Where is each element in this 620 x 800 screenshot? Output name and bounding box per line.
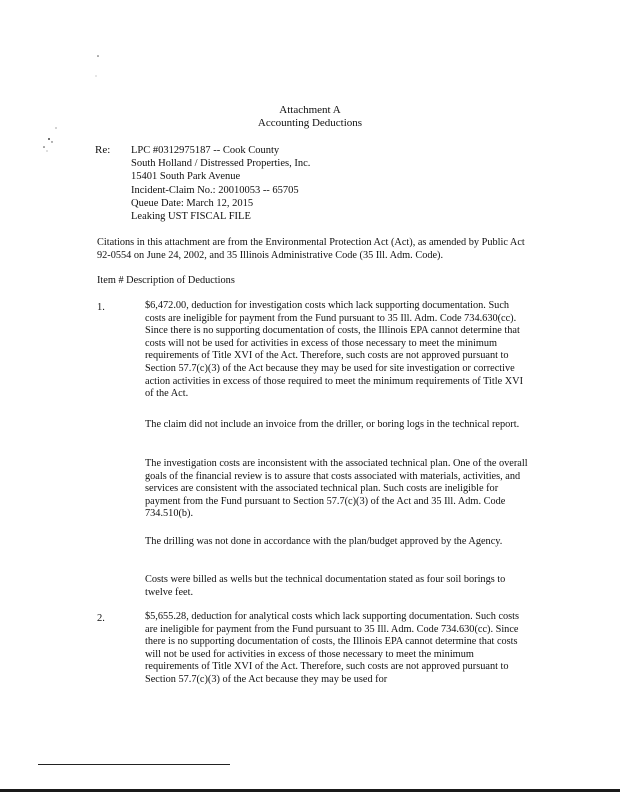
re-address: 15401 South Park Avenue: [131, 171, 241, 183]
item-header: Item # Description of Deductions: [97, 275, 235, 286]
item-1-paragraph: The claim did not include an invoice from the driller, or boring logs in the technical report.: [145, 419, 520, 430]
scan-bottom-edge: [0, 789, 620, 792]
item-number: 2.: [97, 613, 105, 624]
re-company: South Holland / Distressed Properties, Inc.: [131, 158, 311, 170]
re-file-type: Leaking UST FISCAL FILE: [131, 211, 251, 223]
footnote-rule: [38, 764, 230, 765]
re-incident-claim: Incident-Claim No.: 20010053 -- 65705: [131, 184, 299, 196]
document-title: [0, 104, 620, 130]
item-1-paragraph: Costs were billed as wells but the technical documentation stated as four soil borings to twelve feet.: [145, 574, 506, 598]
re-label: Re:: [95, 144, 111, 156]
re-details: [131, 144, 551, 223]
item-2-paragraph: $5,655.28, deduction for analytical costs which lack supporting documentation. Such costs are ineligible for payment from the Fund pursuant to 35 Ill. Adm. Code 734.630(cc). Since there is no supporting documentation of costs, the Illinois EPA cannot determine that costs will not be used for activities in excess of those necessary to meet the minimum requirements of Title XVI of the Act. Therefore, such costs are not approved pursuant to Section 57.7(c)(3) of the Act because they may be used for: [145, 611, 520, 685]
item-1-paragraph: The drilling was not done in accordance with the plan/budget approved by the Agency.: [145, 536, 503, 547]
item-number: 1.: [97, 302, 105, 313]
re-queue-date: Queue Date: March 12, 2015: [131, 197, 254, 209]
title-line-2: Accounting Deductions: [257, 117, 363, 129]
re-claim-number: LPC #0312975187 -- Cook County: [131, 145, 280, 156]
item-1-paragraph: $6,472.00, deduction for investigation costs which lack supporting documentation. Such costs are ineligible for payment from the Fund pursuant to 35 Ill. Adm. Code 734.630(cc). Since there is no supporting documentation of costs, the Illinois EPA cannot determine that costs will not be used for activities in excess of those necessary to meet the minimum requirements of Title XVI of the Act. Therefore, such costs are not approved pursuant to Section 57.7(c)(3) of the Act because they may be used for site investigation or corrective action activities in excess of those required to meet the minimum requirements of Title XVI of the Act.: [145, 300, 524, 400]
title-line-1: Attachment A: [279, 104, 341, 116]
item-1-paragraph: The investigation costs are inconsistent with the associated technical plan. One of the overall goals of the financial review is to assure that costs associated with materials, activities, and services are consistent with the associated technical plan. Such costs are ineligible for payment from the Fund pursuant to Section 57.7(c)(3) of the Act and 35 Ill. Adm. Code 734.510(b).: [145, 458, 528, 520]
citations-paragraph: Citations in this attachment are from the Environmental Protection Act (Act), as amended by Public Act 92-0554 on June 24, 2002, and 35 Illinois Administrative Code (35 Ill. Adm. Code).: [97, 237, 525, 261]
